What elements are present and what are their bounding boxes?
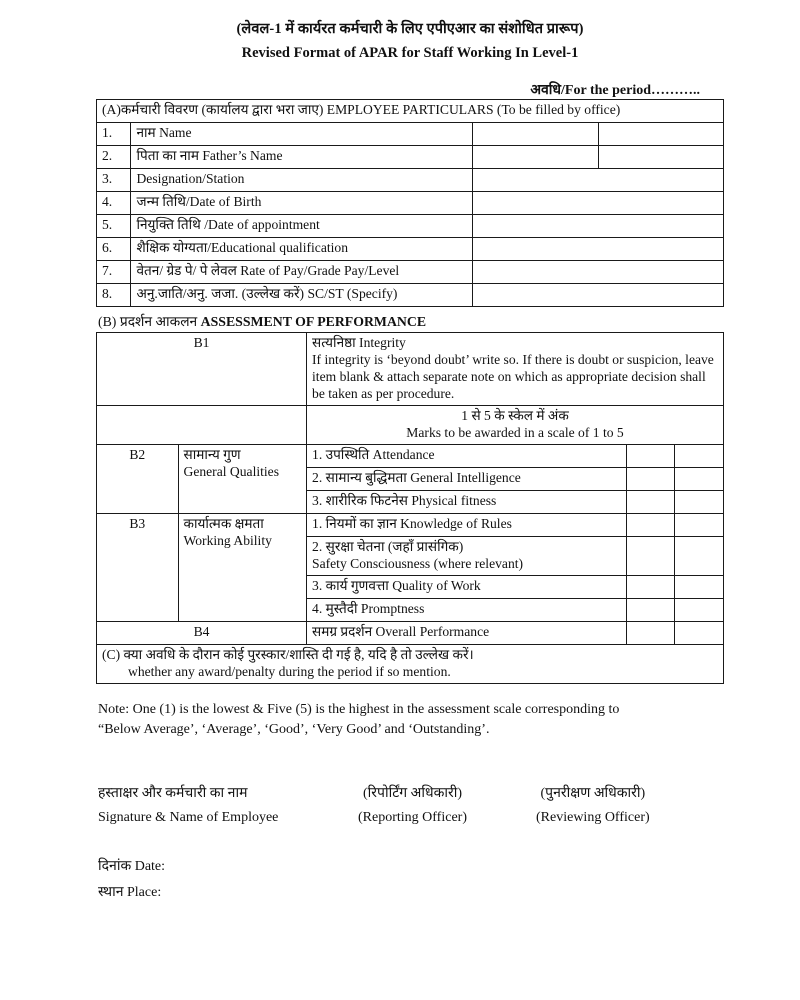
row-label: वेतन/ ग्रेड पे/ पे लेवल Rate of Pay/Grade Pay/Level <box>131 261 473 284</box>
row-value-field[interactable] <box>473 284 724 307</box>
table-row <box>97 261 724 284</box>
row-number: 7. <box>97 261 131 284</box>
table-row-b2-1 <box>97 444 724 467</box>
signature-reviewing-english: (Reviewing Officer) <box>536 810 650 826</box>
signature-reviewing-officer <box>536 782 650 830</box>
signature-block <box>96 782 724 854</box>
mark-field-reporting[interactable] <box>626 598 675 621</box>
b3-title-english: Working Ability <box>183 532 272 548</box>
table-row <box>97 238 724 261</box>
table-row-b1 <box>97 333 724 406</box>
scale-cell <box>307 405 724 444</box>
row-value-field[interactable] <box>473 192 724 215</box>
row-label: अनु.जाति/अनु. जजा. (उल्लेख करें) SC/ST (Specify) <box>131 284 473 307</box>
section-c-cell <box>97 644 724 683</box>
mark-field-reporting[interactable] <box>626 621 675 644</box>
row-number: 5. <box>97 215 131 238</box>
row-label: नाम Name <box>131 123 473 146</box>
b1-code: B1 <box>97 333 307 406</box>
b2-item-label: 3. शारीरिक फिटनेस Physical fitness <box>307 490 627 513</box>
mark-field-reporting[interactable] <box>626 513 675 536</box>
signature-reviewing-hindi: (पुनरीक्षण अधिकारी) <box>540 786 646 802</box>
signature-employee-english: Signature & Name of Employee <box>98 810 279 826</box>
signature-employee <box>98 782 278 830</box>
b3-title-cell <box>178 513 307 621</box>
note-block <box>96 700 724 741</box>
mark-field-reviewing[interactable] <box>675 621 724 644</box>
table-row-heading <box>97 100 724 123</box>
row-value-field[interactable] <box>473 169 724 192</box>
b1-integrity-cell <box>307 333 724 406</box>
row-number: 2. <box>97 146 131 169</box>
b3-item-label: 4. मुस्तैदी Promptness <box>307 598 627 621</box>
employee-particulars-table <box>96 99 724 307</box>
scale-hindi: 1 से 5 के स्केल में अंक <box>461 407 569 423</box>
table-row <box>97 215 724 238</box>
b3-title-hindi: कार्यात्मक क्षमता <box>183 515 264 531</box>
b2-item-label: 1. उपस्थिति Attendance <box>307 444 627 467</box>
row-label: शैक्षिक योग्यता/Educational qualification <box>131 238 473 261</box>
date-field-label[interactable]: दिनांक Date: <box>98 859 166 875</box>
table-row-b3-1 <box>97 513 724 536</box>
footer-block <box>96 854 724 906</box>
table-row <box>97 284 724 307</box>
b1-integrity-text: If integrity is ‘beyond doubt’ write so. If there is doubt or suspicion, leave item blank & attach separate note on which as appropriate decision shall be taken as per procedure. <box>312 351 714 401</box>
section-c-hindi: (C) क्या अवधि के दौरान कोई पुरस्कार/शास्ति दी गई है, यदि है तो उल्लेख करें। <box>102 646 474 662</box>
document-header <box>96 18 724 62</box>
b3-item-label: 1. नियमों का ज्ञान Knowledge of Rules <box>307 513 627 536</box>
mark-field-reviewing[interactable] <box>675 444 724 467</box>
b2-title-english: General Qualities <box>183 463 279 479</box>
assessment-table <box>96 332 724 684</box>
row-value-field-2[interactable] <box>598 146 723 169</box>
table-row <box>97 146 724 169</box>
b1-integrity-title: सत्यनिष्ठा Integrity <box>312 335 406 350</box>
b2-item-label: 2. सामान्य बुद्धिमता General Intelligence <box>307 467 627 490</box>
row-label: नियुक्ति तिथि /Date of appointment <box>131 215 473 238</box>
row-label: Designation/Station <box>131 169 473 192</box>
place-field-label[interactable]: स्थान Place: <box>98 885 162 901</box>
b3-item-label: 2. सुरक्षा चेतना (जहाँ प्रासंगिक) Safety Consciousness (where relevant) <box>307 536 627 575</box>
row-value-field-2[interactable] <box>598 123 723 146</box>
row-number: 8. <box>97 284 131 307</box>
signature-reporting-english: (Reporting Officer) <box>358 810 467 826</box>
mark-field-reporting[interactable] <box>626 536 675 575</box>
note-line-2: “Below Average’, ‘Average’, ‘Good’, ‘Very Good’ and ‘Outstanding’. <box>98 722 490 738</box>
signature-reporting-officer <box>358 782 467 830</box>
mark-field-reporting[interactable] <box>626 575 675 598</box>
mark-field-reviewing[interactable] <box>675 575 724 598</box>
section-c-english: whether any award/penalty during the period if so mention. <box>128 663 451 679</box>
mark-field-reporting[interactable] <box>626 444 675 467</box>
scale-empty-cell <box>97 405 307 444</box>
table-row-b4 <box>97 621 724 644</box>
b2-title-cell <box>178 444 307 513</box>
period-label: अवधि/For the period……….. <box>530 83 700 98</box>
b4-label: समग्र प्रदर्शन Overall Performance <box>307 621 627 644</box>
row-value-field[interactable] <box>473 261 724 284</box>
b2-title-hindi: सामान्य गुण <box>183 446 241 462</box>
row-number: 6. <box>97 238 131 261</box>
mark-field-reviewing[interactable] <box>675 598 724 621</box>
table-row <box>97 123 724 146</box>
mark-field-reviewing[interactable] <box>675 490 724 513</box>
row-value-field[interactable] <box>473 215 724 238</box>
row-label: पिता का नाम Father’s Name <box>131 146 473 169</box>
row-value-field[interactable] <box>473 146 598 169</box>
b2-code: B2 <box>97 444 179 513</box>
row-value-field[interactable] <box>473 123 598 146</box>
section-b-heading-english: ASSESSMENT OF PERFORMANCE <box>200 314 427 329</box>
section-b-heading <box>98 312 724 331</box>
section-b-heading-hindi: (B) प्रदर्शन आकलन <box>98 314 198 329</box>
mark-field-reviewing[interactable] <box>675 467 724 490</box>
mark-field-reporting[interactable] <box>626 467 675 490</box>
b3-item-label: 3. कार्य गुणवत्ता Quality of Work <box>307 575 627 598</box>
scale-english: Marks to be awarded in a scale of 1 to 5 <box>406 424 624 440</box>
table-row <box>97 169 724 192</box>
row-number: 1. <box>97 123 131 146</box>
row-number: 3. <box>97 169 131 192</box>
signature-employee-hindi: हस्ताक्षर और कर्मचारी का नाम <box>98 786 248 802</box>
row-value-field[interactable] <box>473 238 724 261</box>
b4-code: B4 <box>97 621 307 644</box>
mark-field-reporting[interactable] <box>626 490 675 513</box>
row-label: जन्म तिथि/Date of Birth <box>131 192 473 215</box>
note-line-1: Note: One (1) is the lowest & Five (5) is the highest in the assessment scale corresponding to <box>98 701 620 717</box>
row-number: 4. <box>97 192 131 215</box>
signature-reporting-hindi: (रिपोर्टिंग अधिकारी) <box>363 786 462 802</box>
table-row-section-c <box>97 644 724 683</box>
mark-field-reviewing[interactable] <box>675 536 724 575</box>
table-row <box>97 192 724 215</box>
mark-field-reviewing[interactable] <box>675 513 724 536</box>
table-row-scale <box>97 405 724 444</box>
section-a-heading: (A)कर्मचारी विवरण (कार्यालय द्वारा भरा जाए) EMPLOYEE PARTICULARS (To be filled by office) <box>97 100 724 123</box>
b3-code: B3 <box>97 513 179 621</box>
title-english: Revised Format of APAR for Staff Working In Level-1 <box>241 45 579 61</box>
title-hindi: (लेवल-1 में कार्यरत कर्मचारी के लिए एपीएआर का संशोधित प्रारूप) <box>236 21 584 37</box>
